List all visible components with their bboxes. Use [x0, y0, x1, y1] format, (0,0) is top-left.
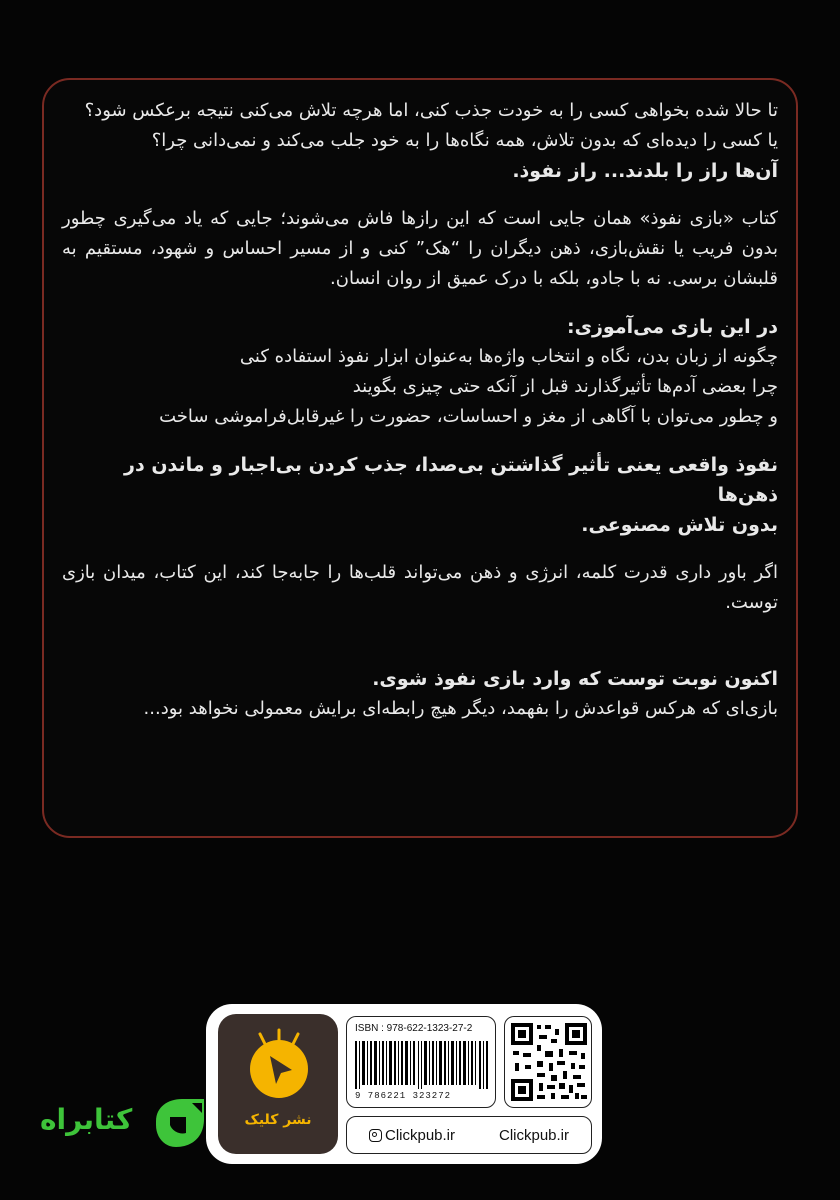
instagram-link[interactable] [369, 1127, 455, 1144]
instagram-handle: Clickpub.ir [384, 1126, 456, 1144]
statement-line-1: نفوذ واقعی یعنی تأثیر گذاشتن بی‌صدا، جذب کردن بی‌اجبار و ماندن در ذهن‌ها [124, 454, 778, 506]
statement-line-2: بدون تلاش مصنوعی. [581, 514, 778, 536]
closing-line-2: بازی‌ای که هرکس قواعدش را بفهمد، دیگر هیچ رابطه‌ای برایش معمولی نخواهد بود... [143, 698, 778, 719]
closing-line-1: اکنون نوبت توست که وارد بازی نفوذ شوی. [372, 668, 778, 690]
barcode-icon [355, 1041, 489, 1089]
intro-line-2: یا کسی را دیده‌ای که بدون تلاش، همه نگاه‌ها را به خود جلب می‌کند و نمی‌دانی چرا؟ [151, 130, 778, 151]
publisher-links [346, 1116, 592, 1154]
statement-paragraph [62, 450, 778, 540]
barcode-number: 9 786221 323272 [355, 1091, 452, 1101]
ketabrah-name: کتابراه [40, 1103, 133, 1136]
belief-paragraph: اگر باور داری قدرت کلمه، انرژی و ذهن می‌تواند قلب‌ها را جابه‌جا کند، این کتاب، میدان بازی توست. [62, 562, 778, 613]
qr-code-icon [511, 1023, 587, 1101]
intro-line-3: آن‌ها راز را بلدند... راز نفوذ. [512, 160, 778, 182]
learn-item: چرا بعضی آدم‌ها تأثیر‌گذارند قبل از آنکه حتی چیزی بگویند [352, 376, 778, 397]
intro-paragraph [62, 96, 778, 186]
ketabrah-logo-icon [152, 1095, 208, 1151]
about-paragraph: کتاب «بازی نفوذ» همان جایی است که این رازها فاش می‌شوند؛ جایی که یاد می‌گیری چطور بدون فریب یا نقش‌بازی، ذهن دیگران را “هک” کنی و از مسیر احساس و شهود، مستقیم به قلبشان برسی. نه با جادو، بلکه با درک عمیق از روان انسان. [62, 208, 778, 289]
learn-heading: در این بازی می‌آموزی: [566, 316, 778, 338]
closing-paragraph [62, 664, 778, 724]
publisher-info-box [206, 1004, 602, 1164]
publisher-logo [218, 1014, 338, 1154]
instagram-icon [369, 1129, 382, 1142]
isbn-label: ISBN : 978-622-1323-27-2 [355, 1023, 473, 1034]
ketabrah-watermark [40, 1095, 220, 1151]
intro-line-1: تا حالا شده بخواهی کسی را به خودت جذب کنی، اما هرچه تلاش می‌کنی نتیجه برعکس شود؟ [84, 100, 778, 121]
learn-item: چگونه از زبان بدن، نگاه و انتخاب واژه‌ها به‌عنوان ابزار نفوذ استفاده کنی [239, 346, 778, 367]
website-link[interactable]: Clickpub.ir [498, 1126, 570, 1144]
publisher-logo-text: نشر کلیک [244, 1112, 312, 1128]
learn-section [62, 312, 778, 432]
back-cover-text [62, 96, 778, 742]
qr-code [504, 1016, 592, 1108]
learn-item: و چطور می‌توان با آگاهی از مغز و احساسات، حضورت را غیرقابل‌فراموشی ساخت [159, 406, 778, 427]
isbn-barcode [346, 1016, 496, 1108]
play-cursor-icon [250, 1040, 308, 1098]
